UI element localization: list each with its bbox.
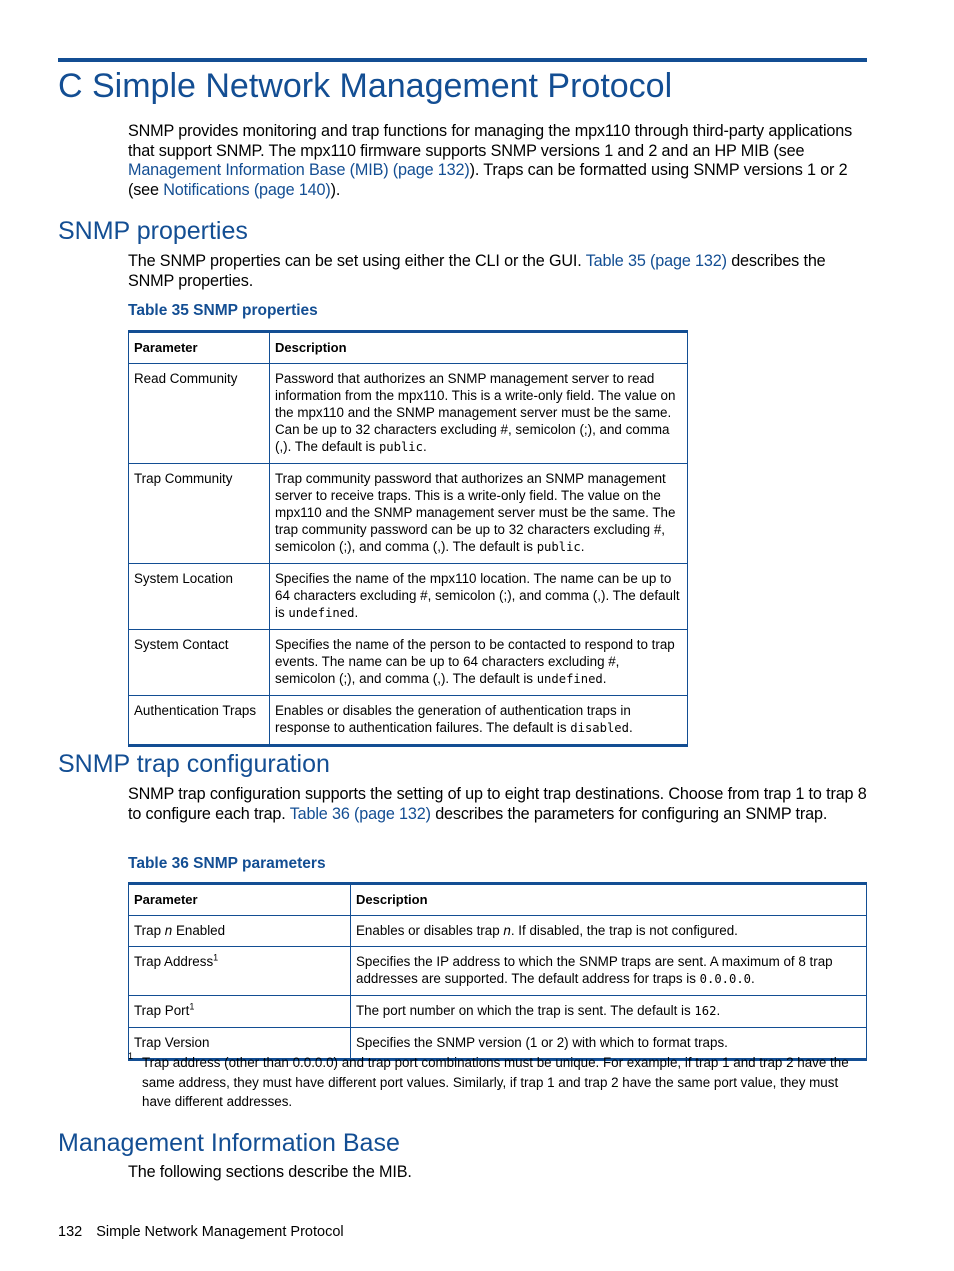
trap-config-text: SNMP trap configuration supports the setting of up to eight trap destinations. Choose from trap 1 to trap 8 to configure each trap. bbox=[128, 785, 867, 823]
table-row bbox=[129, 630, 688, 696]
footnote-ref[interactable]: 1 bbox=[189, 1001, 195, 1012]
param-text: Trap Port bbox=[134, 1003, 190, 1018]
desc-tail: . bbox=[751, 971, 755, 986]
table-row bbox=[129, 996, 867, 1028]
page-footer bbox=[58, 1222, 344, 1242]
default-value: public bbox=[536, 540, 581, 554]
param-cell bbox=[129, 916, 351, 947]
param-cell bbox=[129, 947, 351, 996]
table-row bbox=[129, 464, 688, 564]
desc-text: Enables or disables the generation of authentication traps in response to authentication failures. The default is bbox=[275, 703, 631, 735]
footnote-ref[interactable]: 1 bbox=[213, 952, 219, 963]
desc-tail: . bbox=[422, 439, 427, 454]
footnote-number: 1 bbox=[128, 1051, 134, 1061]
param-variable: n bbox=[164, 923, 173, 938]
trap-config-paragraph bbox=[128, 785, 870, 824]
default-value: undefined bbox=[536, 672, 603, 686]
intro-text-2: ). Traps can be formatted using SNMP versions 1 or 2 (see bbox=[128, 161, 848, 199]
header-parameter: Parameter bbox=[129, 884, 351, 916]
param-cell: System Location bbox=[129, 564, 270, 630]
desc-tail: . bbox=[580, 539, 585, 554]
desc-cell bbox=[351, 916, 867, 947]
table-row bbox=[129, 564, 688, 630]
desc-tail: . bbox=[602, 671, 607, 686]
header-parameter: Parameter bbox=[129, 332, 270, 364]
link-notifications[interactable]: Notifications (page 140) bbox=[163, 180, 331, 199]
default-value: 0.0.0.0 bbox=[699, 972, 752, 986]
table-header-row bbox=[129, 884, 867, 916]
snmp-properties-text: The SNMP properties can be set using either the CLI or the GUI. bbox=[128, 252, 586, 270]
default-value: public bbox=[378, 440, 423, 454]
trap-config-text-2: describes the parameters for configuring an SNMP trap. bbox=[430, 804, 828, 823]
link-table-36[interactable]: Table 36 (page 132) bbox=[289, 804, 431, 823]
desc-cell: Specifies the SNMP version (1 or 2) with which to format traps. bbox=[351, 1028, 867, 1060]
desc-tail: . bbox=[628, 720, 633, 735]
param-text: Trap Address bbox=[134, 954, 214, 969]
desc-cell bbox=[270, 630, 688, 696]
page-number: 132 bbox=[58, 1224, 83, 1240]
intro-text-1: SNMP provides monitoring and trap functions for managing the mpx110 through third-party applications that support SNMP. The mpx110 firmware supports SNMP versions 1 and 2 and an HP MIB (see bbox=[128, 122, 853, 160]
param-cell: System Contact bbox=[129, 630, 270, 696]
desc-text: Password that authorizes an SNMP management server to read information from the mpx110. This is a write-only field. The value on the mpx110 and the SNMP management server must be the same. Can be up to 32 characters excluding #, semicolon (;), and comma (,). The default is bbox=[275, 371, 676, 454]
table-row bbox=[129, 947, 867, 996]
snmp-properties-text-2: describes the SNMP properties. bbox=[128, 252, 826, 290]
table-row bbox=[129, 364, 688, 464]
desc-cell bbox=[270, 364, 688, 464]
desc-tail: . bbox=[354, 605, 359, 620]
desc-text: Trap community password that authorizes an SNMP management server to receive traps. This is a write-only field. The value on the mpx110 and the SNMP management server must be the same. The trap community password can be up to 32 characters excluding #, semicolon (;), and comma (,). The default is bbox=[275, 471, 676, 554]
param-cell: Trap Version bbox=[129, 1028, 351, 1060]
intro-text-3: ). bbox=[330, 180, 341, 199]
header-description: Description bbox=[270, 332, 688, 364]
header-description: Description bbox=[351, 884, 867, 916]
desc-text: The port number on which the trap is sent. The default is bbox=[356, 1003, 695, 1018]
param-cell: Authentication Traps bbox=[129, 696, 270, 746]
desc-text: Specifies the IP address to which the SNMP traps are sent. A maximum of 8 trap addresses are supported. The default address for traps is bbox=[356, 954, 833, 986]
link-mib[interactable]: Management Information Base (MIB) (page 132) bbox=[128, 161, 470, 179]
heading-management-information-base: Management Information Base bbox=[58, 1129, 400, 1157]
heading-snmp-trap-configuration: SNMP trap configuration bbox=[58, 750, 330, 778]
param-cell: Trap Community bbox=[129, 464, 270, 564]
table-header-row bbox=[129, 332, 688, 364]
table-row bbox=[129, 916, 867, 947]
param-text-2: Enabled bbox=[172, 923, 226, 938]
table-35-caption: Table 35 SNMP properties bbox=[128, 302, 318, 319]
desc-cell bbox=[270, 464, 688, 564]
default-value: undefined bbox=[288, 606, 355, 620]
table-footnote bbox=[128, 1053, 866, 1112]
top-rule bbox=[58, 58, 867, 62]
footnote-text: Trap address (other than 0.0.0.0) and trap port combinations must be unique. For example, if trap 1 and trap 2 have the same address, they must have different port values. Similarly, if trap 1 and trap 2 have the same port value, they must have different addresses. bbox=[142, 1055, 849, 1109]
link-table-35[interactable]: Table 35 (page 132) bbox=[585, 252, 727, 270]
desc-text: Specifies the name of the person to be contacted to respond to trap events. The name can be up to 64 characters excluding #, semicolon (;), and comma (,). The default is bbox=[275, 637, 675, 686]
intro-paragraph bbox=[128, 122, 870, 200]
desc-cell bbox=[351, 996, 867, 1028]
desc-text: Enables or disables trap bbox=[356, 923, 504, 938]
param-cell bbox=[129, 996, 351, 1028]
desc-text-2: . If disabled, the trap is not configured. bbox=[510, 923, 738, 938]
snmp-properties-table bbox=[128, 330, 688, 747]
table-row bbox=[129, 696, 688, 746]
running-title: Simple Network Management Protocol bbox=[96, 1224, 344, 1240]
desc-cell bbox=[351, 947, 867, 996]
desc-cell bbox=[270, 564, 688, 630]
default-value: 162 bbox=[694, 1004, 717, 1018]
param-text: Trap bbox=[134, 923, 165, 938]
default-value: disabled bbox=[570, 721, 629, 735]
mib-paragraph: The following sections describe the MIB. bbox=[128, 1163, 412, 1181]
snmp-properties-paragraph bbox=[128, 252, 870, 291]
desc-tail: . bbox=[716, 1003, 721, 1018]
desc-text: Specifies the name of the mpx110 location. The name can be up to 64 characters excluding #, semicolon (;), and comma (,). The default is bbox=[275, 571, 680, 620]
param-cell: Read Community bbox=[129, 364, 270, 464]
desc-variable: n bbox=[503, 923, 511, 938]
snmp-parameters-table bbox=[128, 882, 867, 1061]
page-title: C Simple Network Management Protocol bbox=[58, 67, 673, 105]
desc-cell bbox=[270, 696, 688, 746]
table-36-caption: Table 36 SNMP parameters bbox=[128, 855, 326, 872]
heading-snmp-properties: SNMP properties bbox=[58, 217, 248, 245]
